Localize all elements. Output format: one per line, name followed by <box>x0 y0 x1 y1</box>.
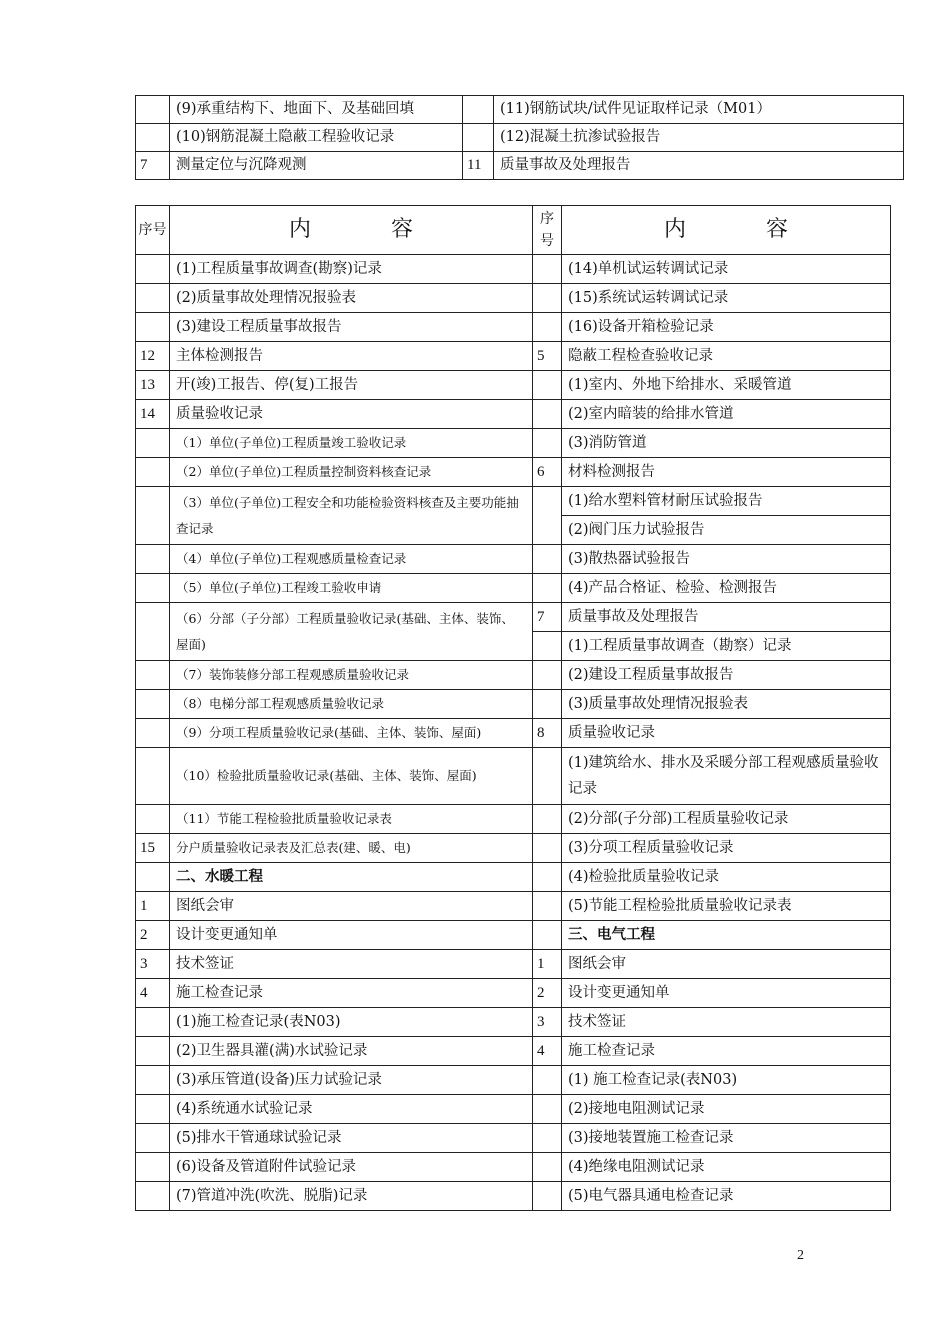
continuation-table <box>135 95 904 180</box>
index-cell: 3 <box>533 1008 562 1037</box>
content-cell: 图纸会审 <box>170 892 533 921</box>
content-cell: (1)工程质量事故调查（勘察）记录 <box>562 632 891 661</box>
index-cell <box>136 1124 170 1153</box>
index-cell: 14 <box>136 400 170 429</box>
content-cell: (3)质量事故处理情况报验表 <box>562 690 891 719</box>
index-cell: 4 <box>136 979 170 1008</box>
table-row <box>136 690 891 719</box>
index-cell <box>533 632 562 661</box>
content-cell: (2)质量事故处理情况报验表 <box>170 284 533 313</box>
table-row <box>136 124 904 152</box>
index-cell <box>533 255 562 284</box>
index-cell: 6 <box>533 458 562 487</box>
index-cell <box>136 805 170 834</box>
content-cell: (1)工程质量事故调查(勘察)记录 <box>170 255 533 284</box>
header-content <box>562 206 891 255</box>
content-cell: (1)建筑给水、排水及采暖分部工程观感质量验收记录 <box>562 748 891 805</box>
table-row <box>136 313 891 342</box>
index-cell <box>136 1037 170 1066</box>
content-cell: (14)单机试运转调试记录 <box>562 255 891 284</box>
index-cell <box>136 255 170 284</box>
table-row <box>136 661 891 690</box>
table-row <box>136 400 891 429</box>
content-cell: 材料检测报告 <box>562 458 891 487</box>
header-content-char: 容 <box>391 217 414 242</box>
index-cell: 3 <box>136 950 170 979</box>
content-cell: (2)建设工程质量事故报告 <box>562 661 891 690</box>
index-cell <box>136 487 170 545</box>
section-heading-electrical: 三、电气工程 <box>562 921 891 950</box>
document-index-table <box>135 205 891 1211</box>
index-cell <box>533 863 562 892</box>
index-cell <box>533 690 562 719</box>
index-cell <box>533 284 562 313</box>
index-cell <box>533 661 562 690</box>
content-cell: (4)产品合格证、检验、检测报告 <box>562 574 891 603</box>
content-cell: (5)电气器具通电检查记录 <box>562 1182 891 1211</box>
index-cell: 7 <box>136 152 170 180</box>
content-cell: (6)设备及管道附件试验记录 <box>170 1153 533 1182</box>
table-row <box>136 96 904 124</box>
index-cell <box>136 661 170 690</box>
table-row <box>136 458 891 487</box>
header-content <box>170 206 533 255</box>
index-cell <box>533 748 562 805</box>
index-cell: 15 <box>136 834 170 863</box>
index-cell <box>136 458 170 487</box>
content-cell: (2)室内暗装的给排水管道 <box>562 400 891 429</box>
content-cell: 技术签证 <box>170 950 533 979</box>
content-cell: (7)管道冲洗(吹洗、脱脂)记录 <box>170 1182 533 1211</box>
index-cell <box>136 1095 170 1124</box>
index-cell <box>533 1095 562 1124</box>
header-content-char: 容 <box>766 217 789 242</box>
table-row <box>136 1182 891 1211</box>
index-cell <box>533 400 562 429</box>
index-cell <box>136 124 170 152</box>
table-row <box>136 892 891 921</box>
index-cell: 2 <box>533 979 562 1008</box>
index-cell <box>136 545 170 574</box>
table-row <box>136 284 891 313</box>
index-cell <box>136 284 170 313</box>
content-cell: (15)系统试运转调试记录 <box>562 284 891 313</box>
index-cell: 11 <box>463 152 494 180</box>
index-cell: 1 <box>136 892 170 921</box>
index-cell: 5 <box>533 342 562 371</box>
index-cell <box>136 574 170 603</box>
index-cell <box>136 1182 170 1211</box>
content-cell: （11）节能工程检验批质量验收记录表 <box>170 805 533 834</box>
index-cell <box>136 313 170 342</box>
section-heading-plumbing: 二、水暖工程 <box>170 863 533 892</box>
index-cell <box>136 96 170 124</box>
index-cell <box>136 1153 170 1182</box>
index-cell <box>533 834 562 863</box>
index-cell <box>533 1153 562 1182</box>
index-cell <box>533 921 562 950</box>
table-row <box>136 1066 891 1095</box>
content-cell: 质量验收记录 <box>562 719 891 748</box>
content-cell: (3)承压管道(设备)压力试验记录 <box>170 1066 533 1095</box>
table-row <box>136 152 904 180</box>
index-cell: 1 <box>533 950 562 979</box>
index-cell <box>533 892 562 921</box>
content-cell: (4)检验批质量验收记录 <box>562 863 891 892</box>
table-row <box>136 748 891 805</box>
content-cell: 测量定位与沉降观测 <box>170 152 463 180</box>
index-cell <box>533 429 562 458</box>
table-row <box>136 921 891 950</box>
content-cell: 施工检查记录 <box>562 1037 891 1066</box>
content-cell: (3)分项工程质量验收记录 <box>562 834 891 863</box>
table-row <box>136 834 891 863</box>
index-cell <box>533 313 562 342</box>
content-cell: (1)施工检查记录(表N03) <box>170 1008 533 1037</box>
table-row <box>136 1037 891 1066</box>
index-cell <box>533 574 562 603</box>
table-row <box>136 1095 891 1124</box>
content-cell: (2)接地电阻测试记录 <box>562 1095 891 1124</box>
index-cell <box>136 719 170 748</box>
content-cell: (1) 施工检查记录(表N03) <box>562 1066 891 1095</box>
table-row <box>136 863 891 892</box>
content-cell: (9)承重结构下、地面下、及基础回填 <box>170 96 463 124</box>
content-cell: （6）分部（子分部）工程质量验收记录(基础、主体、装饰、屋面) <box>170 603 533 661</box>
index-cell <box>533 545 562 574</box>
content-cell: 设计变更通知单 <box>562 979 891 1008</box>
index-cell: 2 <box>136 921 170 950</box>
content-cell: 隐蔽工程检查验收记录 <box>562 342 891 371</box>
header-content-char: 内 <box>663 217 686 242</box>
index-cell: 13 <box>136 371 170 400</box>
content-cell: 图纸会审 <box>562 950 891 979</box>
content-cell: (2)分部(子分部)工程质量验收记录 <box>562 805 891 834</box>
content-cell: (3)散热器试验报告 <box>562 545 891 574</box>
content-cell: （9）分项工程质量验收记录(基础、主体、装饰、屋面) <box>170 719 533 748</box>
table-row <box>136 487 891 516</box>
content-cell: (5)排水干管通球试验记录 <box>170 1124 533 1153</box>
content-cell: (3)接地装置施工检查记录 <box>562 1124 891 1153</box>
table-row <box>136 371 891 400</box>
content-cell: 开(竣)工报告、停(复)工报告 <box>170 371 533 400</box>
content-cell: 主体检测报告 <box>170 342 533 371</box>
content-cell: (4)系统通水试验记录 <box>170 1095 533 1124</box>
index-cell <box>533 1066 562 1095</box>
index-cell <box>533 805 562 834</box>
content-cell: (5)节能工程检验批质量验收记录表 <box>562 892 891 921</box>
content-cell: （7）装饰装修分部工程观感质量验收记录 <box>170 661 533 690</box>
table-row <box>136 429 891 458</box>
table-row <box>136 1008 891 1037</box>
content-cell: （8）电梯分部工程观感质量验收记录 <box>170 690 533 719</box>
content-cell: 质量事故及处理报告 <box>494 152 904 180</box>
table-row <box>136 950 891 979</box>
table-row <box>136 603 891 632</box>
table-row <box>136 1124 891 1153</box>
content-cell: （1）单位(子单位)工程质量竣工验收记录 <box>170 429 533 458</box>
index-cell <box>533 1182 562 1211</box>
header-content-char: 内 <box>288 217 311 242</box>
content-cell: （4）单位(子单位)工程观感质量检查记录 <box>170 545 533 574</box>
index-cell <box>533 371 562 400</box>
index-cell <box>136 603 170 661</box>
content-cell: (2)阀门压力试验报告 <box>562 516 891 545</box>
index-cell <box>136 863 170 892</box>
content-cell: （2）单位(子单位)工程质量控制资料核查记录 <box>170 458 533 487</box>
content-cell: (1)给水塑料管材耐压试验报告 <box>562 487 891 516</box>
page-number: 2 <box>797 1248 804 1263</box>
content-cell: (16)设备开箱检验记录 <box>562 313 891 342</box>
index-cell: 12 <box>136 342 170 371</box>
index-cell: 7 <box>533 603 562 632</box>
table-row <box>136 255 891 284</box>
header-index: 序号 <box>533 206 562 255</box>
table-row <box>136 805 891 834</box>
content-cell: （5）单位(子单位)工程竣工验收申请 <box>170 574 533 603</box>
content-cell: 技术签证 <box>562 1008 891 1037</box>
table-row <box>136 342 891 371</box>
table-row <box>136 979 891 1008</box>
content-cell: 分户质量验收记录表及汇总表(建、暖、电) <box>170 834 533 863</box>
index-cell <box>463 96 494 124</box>
index-cell: 8 <box>533 719 562 748</box>
content-cell: (11)钢筋试块/试件见证取样记录（M01） <box>494 96 904 124</box>
table-row <box>136 719 891 748</box>
content-cell: 施工检查记录 <box>170 979 533 1008</box>
content-cell: (1)室内、外地下给排水、采暖管道 <box>562 371 891 400</box>
content-cell: (10)钢筋混凝土隐蔽工程验收记录 <box>170 124 463 152</box>
index-cell <box>533 487 562 545</box>
content-cell: 设计变更通知单 <box>170 921 533 950</box>
content-cell: (2)卫生器具灌(满)水试验记录 <box>170 1037 533 1066</box>
index-cell <box>136 1008 170 1037</box>
table-row <box>136 545 891 574</box>
content-cell: 质量事故及处理报告 <box>562 603 891 632</box>
content-cell: (3)建设工程质量事故报告 <box>170 313 533 342</box>
table-header-row <box>136 206 891 255</box>
header-index: 序号 <box>136 206 170 255</box>
index-cell <box>136 429 170 458</box>
index-cell <box>136 690 170 719</box>
index-cell <box>533 1124 562 1153</box>
content-cell: （3）单位(子单位)工程安全和功能检验资料核查及主要功能抽查记录 <box>170 487 533 545</box>
index-cell <box>463 124 494 152</box>
content-cell: （10）检验批质量验收记录(基础、主体、装饰、屋面) <box>170 748 533 805</box>
content-cell: (3)消防管道 <box>562 429 891 458</box>
index-cell <box>136 748 170 805</box>
table-row <box>136 574 891 603</box>
index-cell: 4 <box>533 1037 562 1066</box>
content-cell: (12)混凝土抗渗试验报告 <box>494 124 904 152</box>
table-row <box>136 1153 891 1182</box>
content-cell: 质量验收记录 <box>170 400 533 429</box>
content-cell: (4)绝缘电阻测试记录 <box>562 1153 891 1182</box>
index-cell <box>136 1066 170 1095</box>
